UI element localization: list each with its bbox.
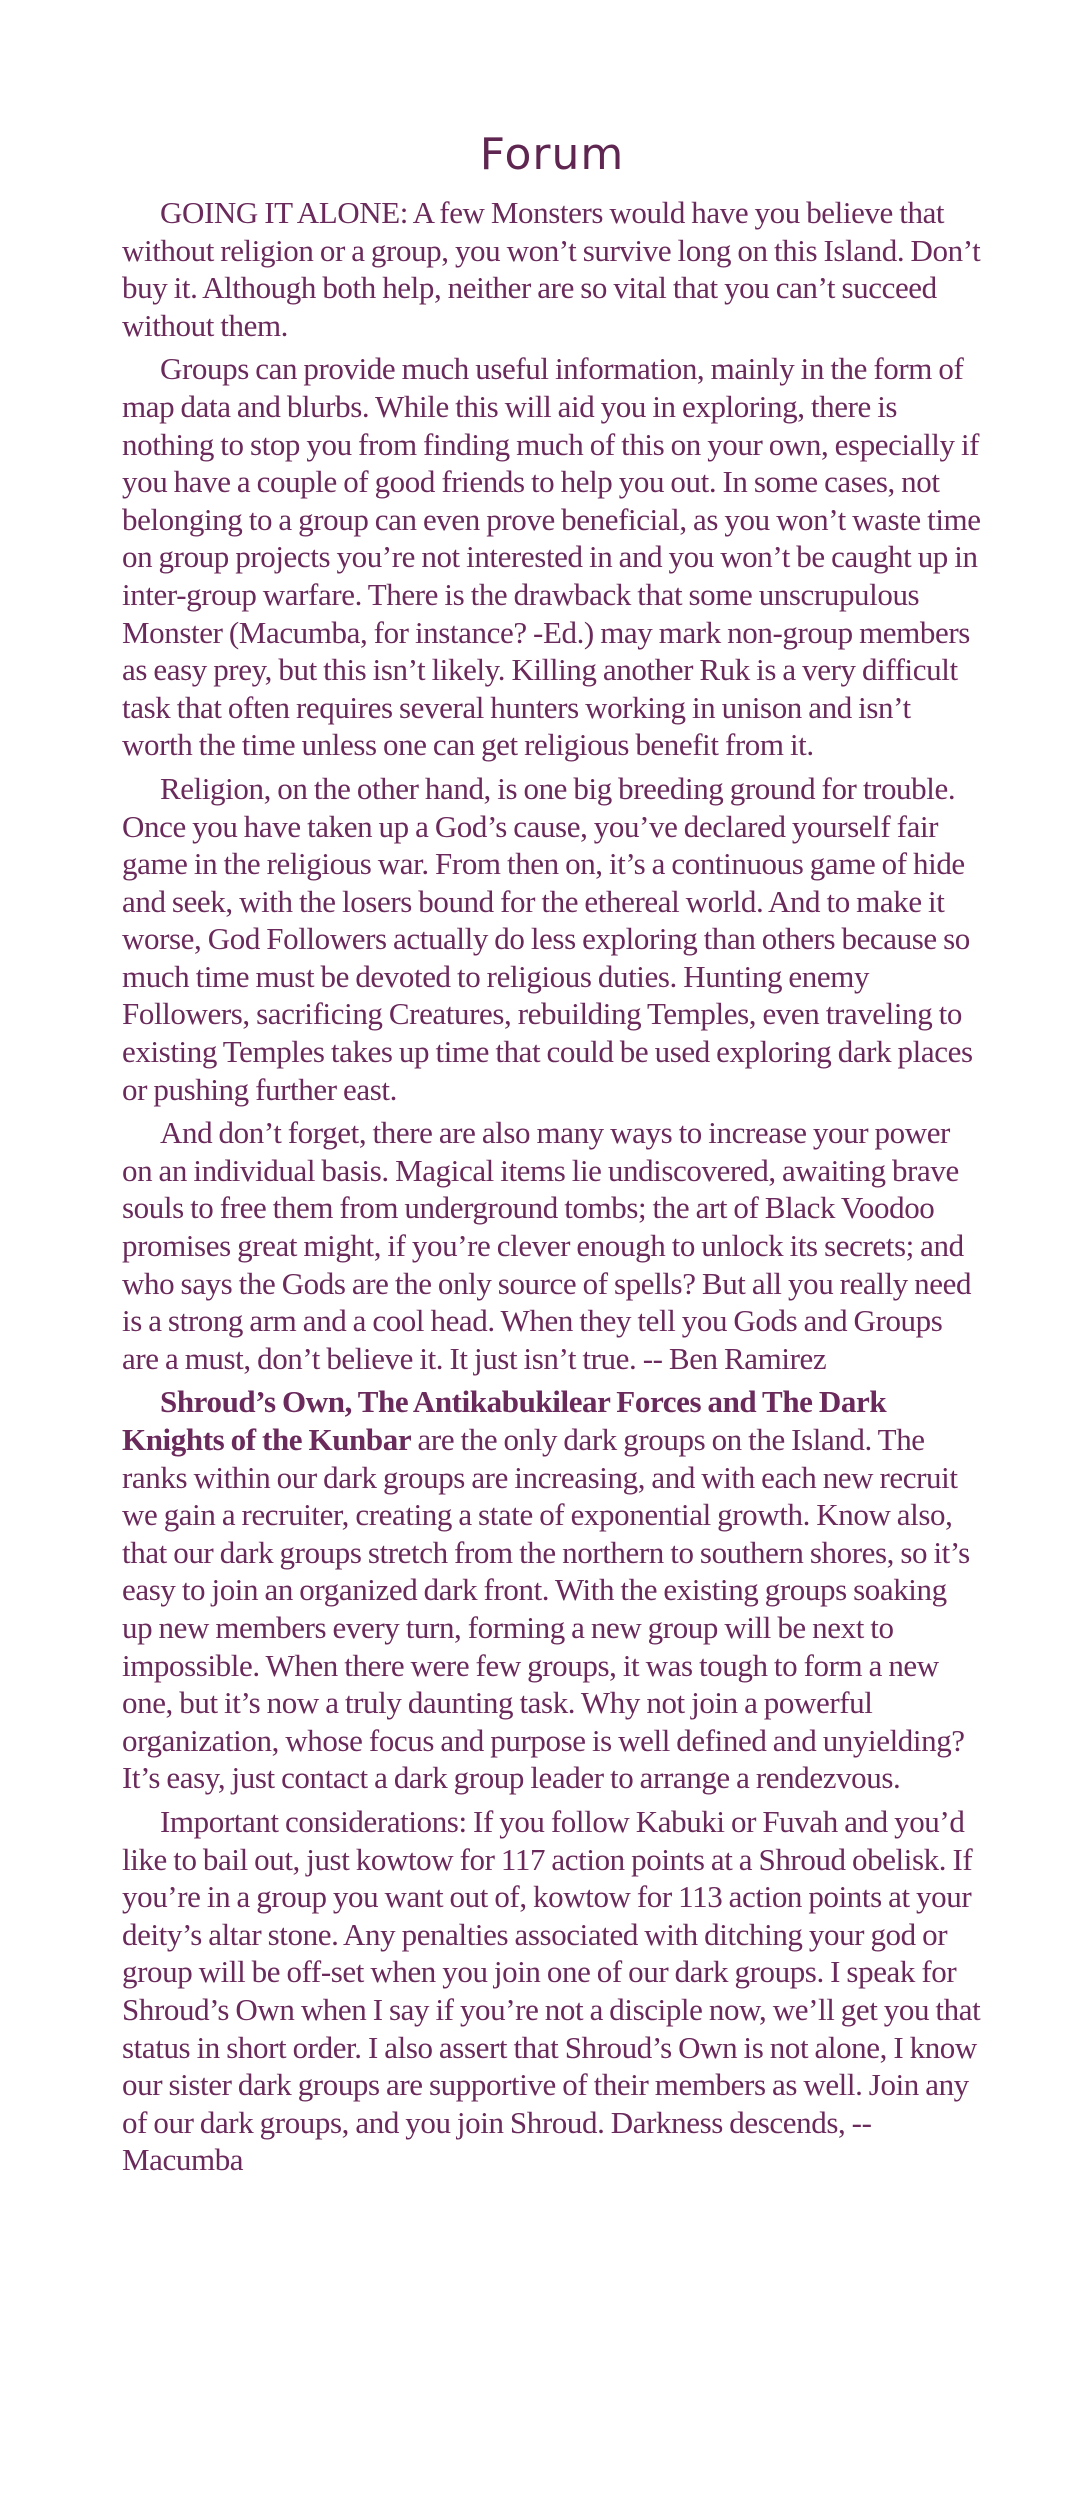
paragraph-religion (122, 770, 982, 1108)
paragraph-going-it-alone (122, 194, 982, 344)
paragraph-important-considerations (122, 1803, 982, 2179)
paragraph-text: are the only dark groups on the Island. The ranks within our dark groups are increasing, and with each new recruit we gain a recruiter, creating a state of exponential growth. Know also, that our dark groups stretch from the northern to southern shores, so it’s easy to join an organized dark front. With the existing groups soaking up new members every turn, forming a new group will be next to impossible. When there were few groups, it was tough to form a new one, but it’s now a truly daunting task. Why not join a powerful organization, whose focus and purpose is well defined and unyielding? It’s easy, just contact a dark group leader to arrange a rendezvous. (122, 1422, 970, 1796)
paragraph-text: And don’t forget, there are also many ways to increase your power on an individual basis. Magical items lie undiscovered, awaiting brave souls to free them from underground tombs; the art of Black Voodoo promises great might, if you’re clever enough to unlock its secrets; and who says the Gods are the only source of spells? But all you really need is a strong arm and a cool head. When they tell you Gods and Groups are a must, don’t believe it. It just isn’t true. -- Ben Ramirez (122, 1115, 972, 1376)
paragraph-groups (122, 350, 982, 764)
paragraph-individual-power (122, 1114, 982, 1377)
forum-page (122, 120, 982, 2185)
page-title: Forum (479, 129, 625, 180)
paragraph-dark-groups (122, 1383, 982, 1797)
paragraph-text: GOING IT ALONE: A few Monsters would have you believe that without religion or a group, you won’t survive long on this Island. Don’t buy it. Although both help, neither are so vital that you can’t succeed without them. (122, 195, 981, 343)
dark-groups-names: Shroud’s Own, The Antikabukilear Forces and The Dark Knights of the Kunbar (122, 1384, 887, 1457)
paragraph-text: Groups can provide much useful information, mainly in the form of map data and blurbs. While this will aid you in exploring, there is nothing to stop you from finding much of this on your own, especially if you have a couple of good friends to help you out. In some cases, not belonging to a group can even prove beneficial, as you won’t waste time on group projects you’re not interested in and you won’t be caught up in inter-group warfare. There is the drawback that some unscrupulous Monster (Macumba, for instance? -Ed.) may mark non-group members as easy prey, but this isn’t likely. Killing another Ruk is a very difficult task that often requires several hunters working in unison and isn’t worth the time unless one can get religious benefit from it. (122, 351, 981, 763)
paragraph-text: Important considerations: If you follow Kabuki or Fuvah and you’d like to bail out, just kowtow for 117 action points at a Shroud obelisk. If you’re in a group you want out of, kowtow for 113 action points at your deity’s altar stone. Any penalties associated with ditching your god or group will be off-set when you join one of our dark groups. I speak for Shroud’s Own when I say if you’re not a disciple now, we’ll get you that status in short order. I also assert that Shroud’s Own is not alone, I know our sister dark groups are supportive of their members as well. Join any of our dark groups, and you join Shroud. Darkness descends, -- Macumba (122, 1803, 981, 2178)
paragraph-text: Religion, on the other hand, is one big breeding ground for trouble. Once you have taken up a God’s cause, you’ve declared yourself fair game in the religious war. From then on, it’s a continuous game of hide and seek, with the losers bound for the ethereal world. And to make it worse, God Followers actually do less exploring than others because so much time must be devoted to religious duties. Hunting enemy Followers, sacrificing Creatures, rebuilding Temples, even traveling to existing Temples takes up time that could be used exploring dark places or pushing further east. (122, 770, 973, 1107)
